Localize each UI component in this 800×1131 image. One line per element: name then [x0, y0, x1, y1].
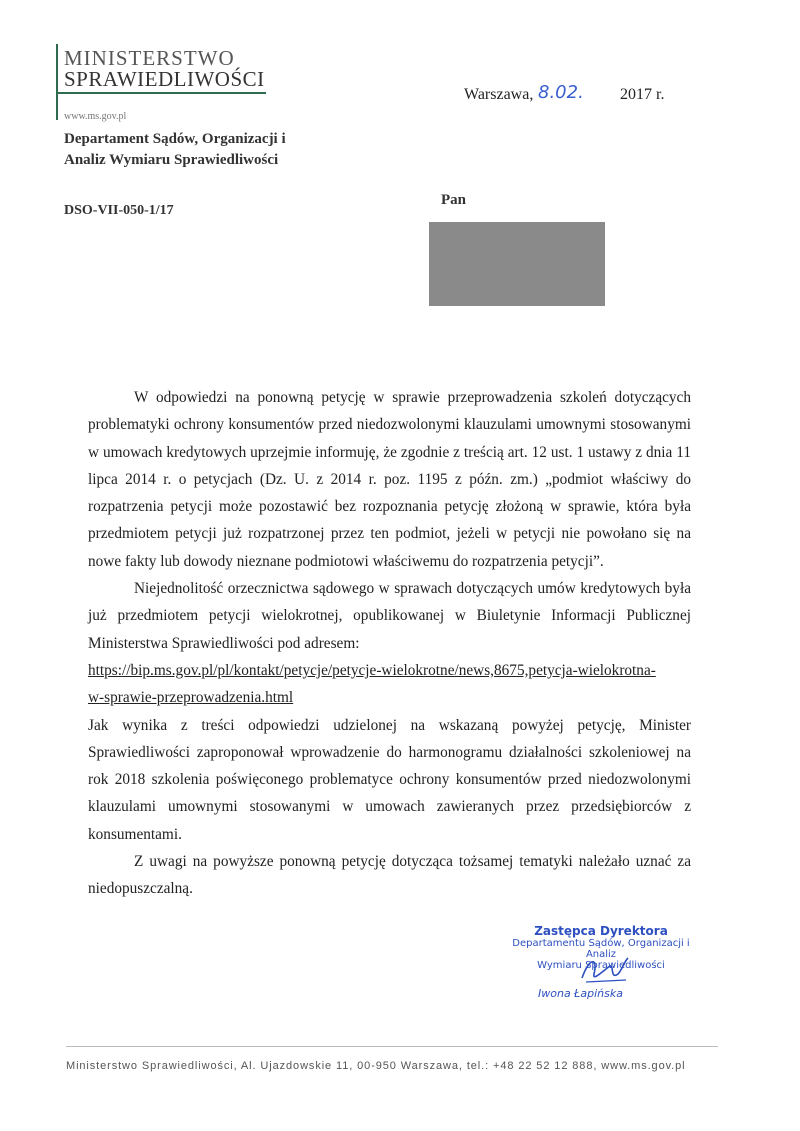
- paragraph-3: Jak wynika z treści odpowiedzi udzielonej na wskazaną powyżej petycję, Minister Sprawiedliwości zaproponował wprowadzenie do harmonogramu działalności szkoleniowej na rok 2018 szkolenia poświęconego problematyce ochrony konsumentów przed niedozwolonymi klauzulami umownymi stosowanymi w umowach zawieranych przez przedsiębiorców z konsumentami.: [88, 716, 691, 843]
- logo-url: www.ms.gov.pl: [64, 111, 127, 122]
- stamp-title: Zastępca Dyrektora: [534, 924, 668, 938]
- redacted-address-block: [429, 222, 605, 306]
- department-name-line-2: Analiz Wymiaru Sprawiedliwości: [64, 152, 279, 168]
- handwritten-signature: [576, 952, 636, 986]
- bip-link-line-2[interactable]: w-sprawie-przeprowadzenia.html: [88, 689, 294, 707]
- logo-accent-bar: [56, 44, 58, 120]
- stamp-dept-line-1: Departamentu Sądów, Organizacji i Analiz: [512, 938, 690, 960]
- stamp-signatory-name: Iwona Łapińska: [538, 987, 623, 1000]
- reference-number: DSO-VII-050-1/17: [64, 203, 174, 218]
- date-place: Warszawa,: [464, 86, 534, 103]
- stamp-dept-line-2: Wymiaru Sprawiedliwości: [537, 960, 665, 971]
- paragraph-4: Z uwagi na powyższe ponowną petycję dotycząca tożsamej tematyki należało uznać za niedopuszczalną.: [88, 853, 691, 898]
- logo-underline: [56, 92, 266, 94]
- logo-line-2: SPRAWIEDLIWOŚCI: [64, 67, 265, 91]
- recipient-salutation: Pan: [441, 192, 467, 208]
- footer-address: Ministerstwo Sprawiedliwości, Al. Ujazdowskie 11, 00-950 Warszawa, tel.: +48 22 52 12 888, www.ms.gov.pl: [66, 1060, 686, 1072]
- letter-body: [88, 384, 691, 903]
- footer-divider: [66, 1046, 718, 1047]
- bip-link-line-1[interactable]: https://bip.ms.gov.pl/pl/kontakt/petycje/petycje-wielokrotne/news,8675,petycja-wielokrotna-: [88, 661, 656, 679]
- paragraph-1: W odpowiedzi na ponowną petycję w sprawie przeprowadzenia szkoleń dotyczących problematyki ochrony konsumentów przed niedozwolonymi klauzulami umownymi stosowanymi w umowach kredytowych uprzejmie informuję, że zgodnie z treścią art. 12 ust. 1 ustawy z dnia 11 lipca 2014 r. o petycjach (Dz. U. z 2014 r. poz. 1195 z późn. zm.) „podmiot właściwy do rozpatrzenia petycji może pozostawić bez rozpoznania petycję złożoną w sprawie, która była przedmiotem petycji już rozpatrzonej przez ten podmiot, jeżeli w petycji nie powołano się na nowe fakty lub dowody nieznane podmiotowi właściwemu do rozpatrzenia petycji”.: [88, 389, 691, 570]
- department-name-line-1: Departament Sądów, Organizacji i: [64, 131, 286, 147]
- handwritten-date: 8.02.: [538, 82, 584, 103]
- paragraph-2: Niejednolitość orzecznictwa sądowego w sprawach dotyczących umów kredytowych była już przedmiotem petycji wielokrotnej, opublikowanej w Biuletynie Informacji Publicznej Ministerstwa Sprawiedliwości pod adresem:: [88, 580, 691, 652]
- logo-line-1: MINISTERSTWO: [64, 46, 235, 70]
- date-year: 2017 r.: [620, 86, 665, 103]
